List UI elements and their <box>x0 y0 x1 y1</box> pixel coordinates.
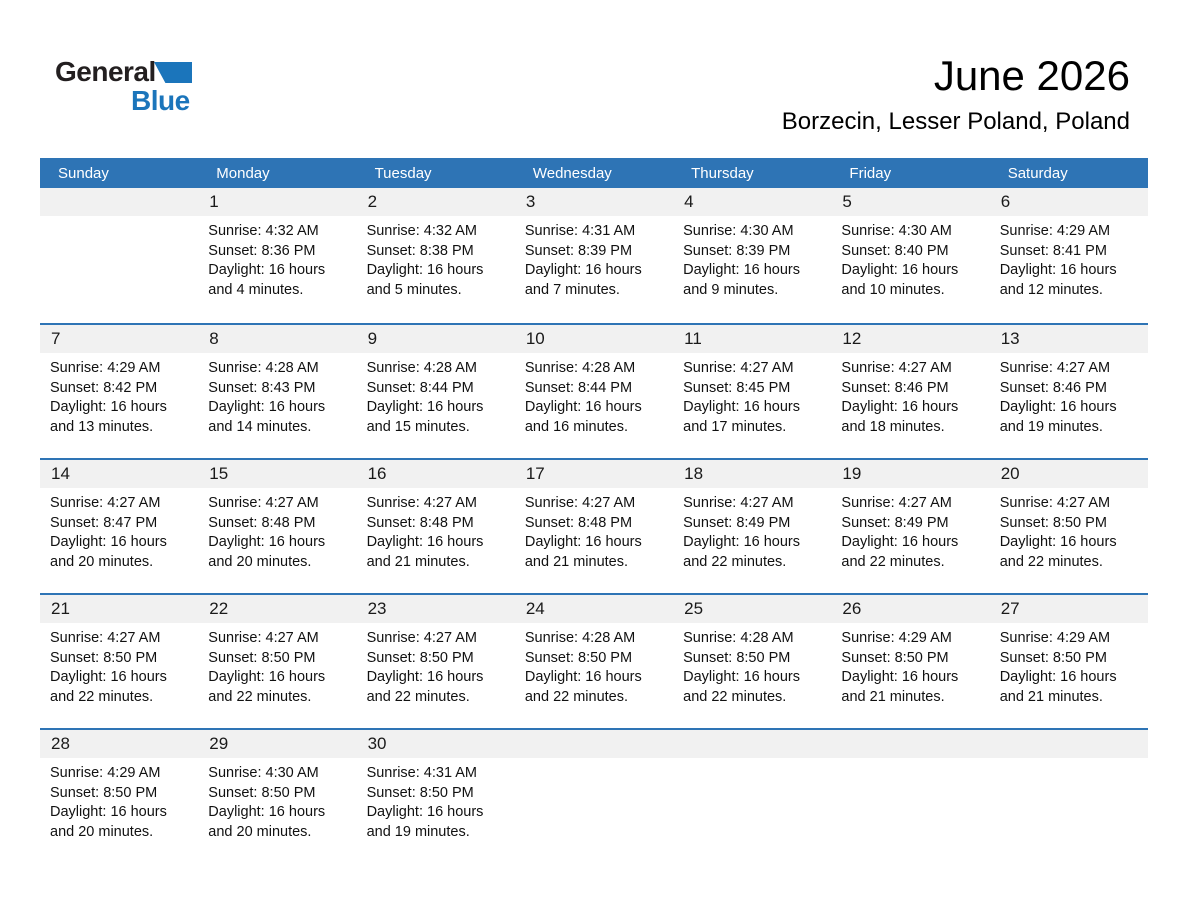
sunrise-text: Sunrise: 4:28 AM <box>683 630 794 646</box>
day-number: 20 <box>990 460 1148 488</box>
daylight-text-line1: Daylight: 16 hours <box>683 534 801 550</box>
calendar-cell <box>40 730 198 863</box>
daylight-text-line2: and 22 minutes. <box>208 688 312 705</box>
week-row <box>40 593 1148 728</box>
daylight-text-line1: Daylight: 16 hours <box>683 399 801 415</box>
daylight-text-line2: and 21 minutes. <box>999 688 1103 705</box>
calendar-cell <box>831 188 989 323</box>
sunrise-text: Sunrise: 4:28 AM <box>208 360 319 376</box>
cell-lines <box>198 488 356 572</box>
calendar-cell <box>357 460 515 593</box>
sunset-text: Sunset: 8:50 PM <box>683 649 791 666</box>
daylight-text-line1: Daylight: 16 hours <box>524 669 642 685</box>
cell-lines <box>515 758 673 764</box>
calendar-grid <box>40 188 1148 863</box>
sunset-text: Sunset: 8:44 PM <box>524 379 633 396</box>
cell-lines <box>357 353 515 437</box>
calendar-cell <box>40 325 198 458</box>
sunset-text: Sunset: 8:49 PM <box>841 514 949 531</box>
cell-lines <box>673 353 831 437</box>
calendar-cell <box>990 188 1148 323</box>
daylight-text-line2: and 22 minutes. <box>841 553 945 570</box>
daylight-text-line1: Daylight: 16 hours <box>683 669 801 685</box>
calendar-cell <box>40 188 198 323</box>
cell-lines <box>673 488 831 572</box>
sunset-text: Sunset: 8:50 PM <box>841 649 949 666</box>
daylight-text-line1: Daylight: 16 hours <box>841 534 959 550</box>
sunrise-text: Sunrise: 4:27 AM <box>208 495 319 511</box>
day-number: 10 <box>515 325 673 353</box>
weekday-header-tuesday: Tuesday <box>374 164 432 182</box>
day-number: 21 <box>40 595 198 623</box>
page-header <box>0 0 1188 158</box>
week-row <box>40 323 1148 458</box>
daylight-text-line2: and 21 minutes. <box>366 553 470 570</box>
sunset-text: Sunset: 8:48 PM <box>366 514 474 531</box>
day-number: 4 <box>673 188 831 216</box>
daylight-text-line2: and 15 minutes. <box>366 418 470 435</box>
day-number: 7 <box>40 325 198 353</box>
day-number: 24 <box>515 595 673 623</box>
cell-lines <box>357 623 515 707</box>
calendar-cell <box>831 460 989 593</box>
daylight-text-line2: and 10 minutes. <box>841 281 945 298</box>
general-blue-logo <box>55 56 190 116</box>
daylight-text-line1: Daylight: 16 hours <box>683 262 801 278</box>
daylight-text-line2: and 14 minutes. <box>208 418 312 435</box>
calendar-cell <box>198 325 356 458</box>
daylight-text-line1: Daylight: 16 hours <box>208 669 326 685</box>
daylight-text-line2: and 22 minutes. <box>366 688 470 705</box>
cell-lines <box>198 353 356 437</box>
daylight-text-line1: Daylight: 16 hours <box>208 804 326 820</box>
daylight-text-line2: and 21 minutes. <box>841 688 945 705</box>
day-number: 16 <box>357 460 515 488</box>
daylight-text-line1: Daylight: 16 hours <box>366 262 484 278</box>
calendar-cell <box>673 730 831 863</box>
sunset-text: Sunset: 8:50 PM <box>999 649 1107 666</box>
daylight-text-line1: Daylight: 16 hours <box>366 399 484 415</box>
week-row <box>40 188 1148 323</box>
daylight-text-line2: and 4 minutes. <box>208 281 304 298</box>
daylight-text-line2: and 19 minutes. <box>366 823 470 840</box>
daylight-text-line2: and 12 minutes. <box>999 281 1103 298</box>
day-number: 17 <box>515 460 673 488</box>
daylight-text-line1: Daylight: 16 hours <box>524 534 642 550</box>
weekday-header-saturday: Saturday <box>1007 164 1068 182</box>
sunrise-text: Sunrise: 4:30 AM <box>208 765 319 781</box>
calendar-cell <box>515 188 673 323</box>
calendar-cell <box>673 188 831 323</box>
calendar-cell <box>198 188 356 323</box>
sunset-text: Sunset: 8:43 PM <box>208 379 316 396</box>
day-number: 19 <box>831 460 989 488</box>
sunrise-text: Sunrise: 4:32 AM <box>208 223 319 239</box>
cell-lines <box>40 488 198 572</box>
daylight-text-line1: Daylight: 16 hours <box>208 534 326 550</box>
daylight-text-line1: Daylight: 16 hours <box>524 399 642 415</box>
cell-lines <box>990 353 1148 437</box>
sunrise-text: Sunrise: 4:29 AM <box>50 765 161 781</box>
cell-lines <box>990 488 1148 572</box>
sunset-text: Sunset: 8:42 PM <box>50 379 158 396</box>
day-number: 25 <box>673 595 831 623</box>
sunset-text: Sunset: 8:50 PM <box>208 784 316 801</box>
daylight-text-line2: and 19 minutes. <box>999 418 1103 435</box>
calendar-cell <box>673 325 831 458</box>
daylight-text-line2: and 9 minutes. <box>683 281 779 298</box>
calendar-cell <box>357 325 515 458</box>
sunrise-text: Sunrise: 4:27 AM <box>841 360 952 376</box>
day-number: 26 <box>831 595 989 623</box>
sunset-text: Sunset: 8:50 PM <box>50 649 158 666</box>
cell-lines <box>357 758 515 842</box>
cell-lines <box>831 216 989 300</box>
calendar-cell <box>515 460 673 593</box>
sunset-text: Sunset: 8:50 PM <box>999 514 1107 531</box>
sunset-text: Sunset: 8:50 PM <box>366 784 474 801</box>
daylight-text-line2: and 22 minutes. <box>524 688 629 705</box>
day-number <box>831 730 989 758</box>
sunrise-text: Sunrise: 4:27 AM <box>366 495 477 511</box>
cell-lines <box>40 623 198 707</box>
daylight-text-line2: and 22 minutes. <box>50 688 154 705</box>
cell-lines <box>198 623 356 707</box>
day-number: 22 <box>198 595 356 623</box>
cell-lines <box>831 488 989 572</box>
sunrise-text: Sunrise: 4:29 AM <box>999 630 1111 646</box>
daylight-text-line1: Daylight: 16 hours <box>841 669 959 685</box>
cell-lines <box>831 758 989 764</box>
cell-lines <box>831 623 989 707</box>
day-number <box>673 730 831 758</box>
daylight-text-line1: Daylight: 16 hours <box>208 262 326 278</box>
sunrise-text: Sunrise: 4:27 AM <box>208 630 319 646</box>
day-number: 1 <box>198 188 356 216</box>
cell-lines <box>990 758 1148 764</box>
sunset-text: Sunset: 8:39 PM <box>683 242 791 259</box>
sunrise-text: Sunrise: 4:27 AM <box>999 495 1111 511</box>
calendar-cell <box>673 595 831 728</box>
sunrise-text: Sunrise: 4:31 AM <box>366 765 477 781</box>
calendar-cell <box>673 460 831 593</box>
week-row <box>40 728 1148 863</box>
calendar-cell <box>357 188 515 323</box>
cell-lines <box>515 623 673 707</box>
sunset-text: Sunset: 8:38 PM <box>366 242 474 259</box>
cell-lines <box>198 216 356 300</box>
cell-lines <box>357 488 515 572</box>
sunrise-text: Sunrise: 4:29 AM <box>999 223 1111 239</box>
sunset-text: Sunset: 8:44 PM <box>366 379 474 396</box>
sunset-text: Sunset: 8:36 PM <box>208 242 316 259</box>
cell-lines <box>40 216 198 222</box>
daylight-text-line1: Daylight: 16 hours <box>208 399 326 415</box>
day-number: 15 <box>198 460 356 488</box>
cell-lines <box>673 216 831 300</box>
daylight-text-line1: Daylight: 16 hours <box>366 669 484 685</box>
daylight-text-line2: and 22 minutes. <box>999 553 1103 570</box>
day-number: 13 <box>990 325 1148 353</box>
day-number <box>515 730 673 758</box>
daylight-text-line1: Daylight: 16 hours <box>50 399 167 415</box>
calendar-cell <box>515 325 673 458</box>
day-number: 28 <box>40 730 198 758</box>
day-number: 27 <box>990 595 1148 623</box>
weekday-header-thursday: Thursday <box>691 164 754 182</box>
sunrise-text: Sunrise: 4:28 AM <box>366 360 477 376</box>
daylight-text-line2: and 21 minutes. <box>524 553 629 570</box>
daylight-text-line2: and 17 minutes. <box>683 418 787 435</box>
day-number: 11 <box>673 325 831 353</box>
daylight-text-line1: Daylight: 16 hours <box>366 804 484 820</box>
day-number <box>40 188 198 216</box>
sunrise-text: Sunrise: 4:31 AM <box>524 223 636 239</box>
sunset-text: Sunset: 8:46 PM <box>999 379 1107 396</box>
daylight-text-line1: Daylight: 16 hours <box>841 399 959 415</box>
day-number: 12 <box>831 325 989 353</box>
day-number <box>990 730 1148 758</box>
daylight-text-line2: and 18 minutes. <box>841 418 945 435</box>
sunset-text: Sunset: 8:49 PM <box>683 514 791 531</box>
weekday-header-friday: Friday <box>849 164 892 182</box>
sunset-text: Sunset: 8:41 PM <box>999 242 1107 259</box>
daylight-text-line1: Daylight: 16 hours <box>366 534 484 550</box>
sunrise-text: Sunrise: 4:27 AM <box>683 495 794 511</box>
sunrise-text: Sunrise: 4:27 AM <box>50 630 161 646</box>
daylight-text-line2: and 16 minutes. <box>524 418 629 435</box>
sunrise-text: Sunrise: 4:27 AM <box>366 630 477 646</box>
calendar-cell <box>40 460 198 593</box>
cell-lines <box>673 758 831 764</box>
cell-lines <box>515 488 673 572</box>
daylight-text-line1: Daylight: 16 hours <box>524 262 642 278</box>
month-title: June 2026 <box>933 52 1130 99</box>
sunrise-text: Sunrise: 4:27 AM <box>524 495 636 511</box>
daylight-text-line1: Daylight: 16 hours <box>50 804 167 820</box>
cell-lines <box>990 623 1148 707</box>
day-number: 18 <box>673 460 831 488</box>
calendar-cell <box>990 730 1148 863</box>
daylight-text-line2: and 7 minutes. <box>524 281 620 298</box>
title-block <box>782 52 1130 136</box>
day-number: 23 <box>357 595 515 623</box>
daylight-text-line1: Daylight: 16 hours <box>999 399 1117 415</box>
day-number: 14 <box>40 460 198 488</box>
sunset-text: Sunset: 8:47 PM <box>50 514 158 531</box>
sunrise-text: Sunrise: 4:27 AM <box>683 360 794 376</box>
weekday-header-monday: Monday <box>216 164 270 182</box>
daylight-text-line1: Daylight: 16 hours <box>50 534 167 550</box>
calendar-cell <box>357 595 515 728</box>
sunrise-text: Sunrise: 4:32 AM <box>366 223 477 239</box>
sunset-text: Sunset: 8:50 PM <box>208 649 316 666</box>
cell-lines <box>831 353 989 437</box>
location-subtitle: Borzecin, Lesser Poland, Poland <box>781 108 1130 136</box>
day-number: 3 <box>515 188 673 216</box>
sunrise-text: Sunrise: 4:28 AM <box>524 630 636 646</box>
week-row <box>40 458 1148 593</box>
sunset-text: Sunset: 8:40 PM <box>841 242 949 259</box>
logo-blue-text: Blue <box>131 85 190 116</box>
calendar-cell <box>990 595 1148 728</box>
weekday-header-sunday: Sunday <box>58 164 109 182</box>
calendar-cell <box>831 595 989 728</box>
calendar-cell <box>198 730 356 863</box>
daylight-text-line2: and 13 minutes. <box>50 418 154 435</box>
sunrise-text: Sunrise: 4:30 AM <box>683 223 794 239</box>
cell-lines <box>990 216 1148 300</box>
calendar-cell <box>40 595 198 728</box>
daylight-text-line2: and 20 minutes. <box>208 823 312 840</box>
calendar-cell <box>515 730 673 863</box>
cell-lines <box>515 353 673 437</box>
calendar-cell <box>198 460 356 593</box>
weekday-header-wednesday: Wednesday <box>532 164 612 182</box>
sunset-text: Sunset: 8:50 PM <box>50 784 158 801</box>
weekday-header-row <box>40 158 1148 188</box>
cell-lines <box>357 216 515 300</box>
cell-lines <box>40 758 198 842</box>
sunset-text: Sunset: 8:39 PM <box>524 242 633 259</box>
day-number: 8 <box>198 325 356 353</box>
day-number: 30 <box>357 730 515 758</box>
day-number: 2 <box>357 188 515 216</box>
daylight-text-line2: and 5 minutes. <box>366 281 462 298</box>
calendar-cell <box>990 325 1148 458</box>
calendar-cell <box>831 730 989 863</box>
sunrise-text: Sunrise: 4:29 AM <box>841 630 952 646</box>
cell-lines <box>40 353 198 437</box>
logo-triangle-icon <box>154 62 192 83</box>
daylight-text-line2: and 22 minutes. <box>683 553 787 570</box>
sunset-text: Sunset: 8:50 PM <box>524 649 633 666</box>
sunrise-text: Sunrise: 4:27 AM <box>999 360 1111 376</box>
sunrise-text: Sunrise: 4:28 AM <box>524 360 636 376</box>
cell-lines <box>673 623 831 707</box>
sunrise-text: Sunrise: 4:27 AM <box>841 495 952 511</box>
daylight-text-line2: and 20 minutes. <box>208 553 312 570</box>
day-number: 6 <box>990 188 1148 216</box>
sunrise-text: Sunrise: 4:29 AM <box>50 360 161 376</box>
sunset-text: Sunset: 8:48 PM <box>524 514 633 531</box>
calendar-cell <box>198 595 356 728</box>
calendar-cell <box>990 460 1148 593</box>
calendar-cell <box>831 325 989 458</box>
sunset-text: Sunset: 8:46 PM <box>841 379 949 396</box>
sunrise-text: Sunrise: 4:27 AM <box>50 495 161 511</box>
sunset-text: Sunset: 8:45 PM <box>683 379 791 396</box>
calendar-cell <box>357 730 515 863</box>
sunset-text: Sunset: 8:48 PM <box>208 514 316 531</box>
calendar-cell <box>515 595 673 728</box>
daylight-text-line2: and 20 minutes. <box>50 823 154 840</box>
daylight-text-line2: and 22 minutes. <box>683 688 787 705</box>
cell-lines <box>198 758 356 842</box>
daylight-text-line1: Daylight: 16 hours <box>841 262 959 278</box>
daylight-text-line1: Daylight: 16 hours <box>999 534 1117 550</box>
logo-general-text: General <box>55 56 156 87</box>
daylight-text-line2: and 20 minutes. <box>50 553 154 570</box>
sunset-text: Sunset: 8:50 PM <box>366 649 474 666</box>
calendar <box>40 158 1148 863</box>
sunrise-text: Sunrise: 4:30 AM <box>841 223 952 239</box>
day-number: 9 <box>357 325 515 353</box>
daylight-text-line1: Daylight: 16 hours <box>999 262 1117 278</box>
daylight-text-line1: Daylight: 16 hours <box>50 669 167 685</box>
day-number: 29 <box>198 730 356 758</box>
cell-lines <box>515 216 673 300</box>
day-number: 5 <box>831 188 989 216</box>
daylight-text-line1: Daylight: 16 hours <box>999 669 1117 685</box>
